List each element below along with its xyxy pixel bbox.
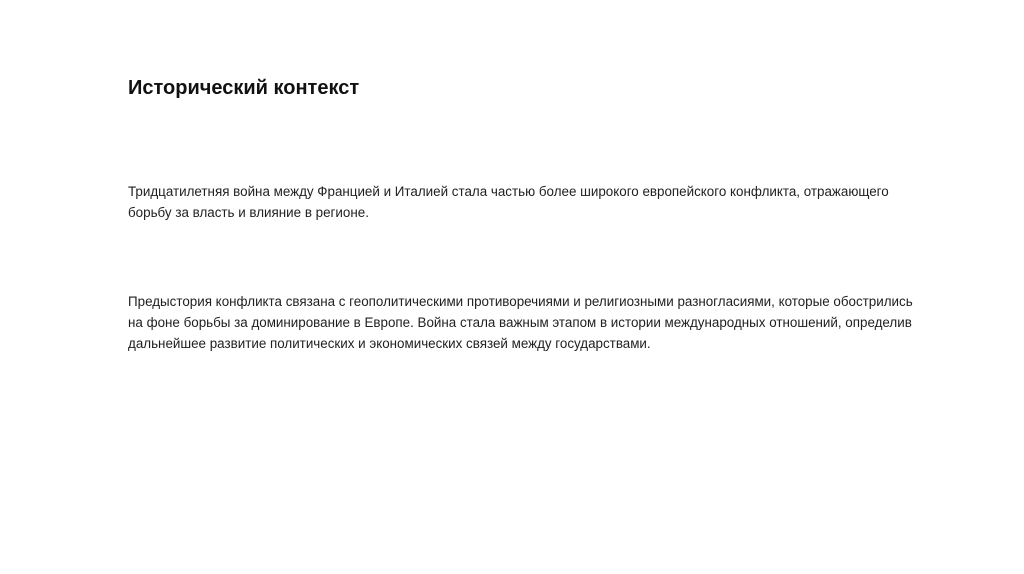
slide-title: Исторический контекст: [128, 77, 360, 99]
paragraph-line: Предыстория конфликта связана с геополитическими противоречиями и религиозными разногласиями, которые обострились: [128, 294, 913, 309]
paragraph-line: дальнейшее развитие политических и экономических связей между государствами.: [128, 336, 651, 351]
paragraph-background: [128, 291, 918, 354]
paragraph-historical-context: [128, 181, 918, 223]
paragraph-line: на фоне борьбы за доминирование в Европе. Война стала важным этапом в истории международных отношений, определив: [128, 315, 912, 330]
paragraph-line: борьбу за власть и влияние в регионе.: [128, 205, 369, 220]
paragraph-line: Тридцатилетняя война между Францией и Италией стала частью более широкого европейского конфликта, отражающего: [128, 184, 889, 199]
